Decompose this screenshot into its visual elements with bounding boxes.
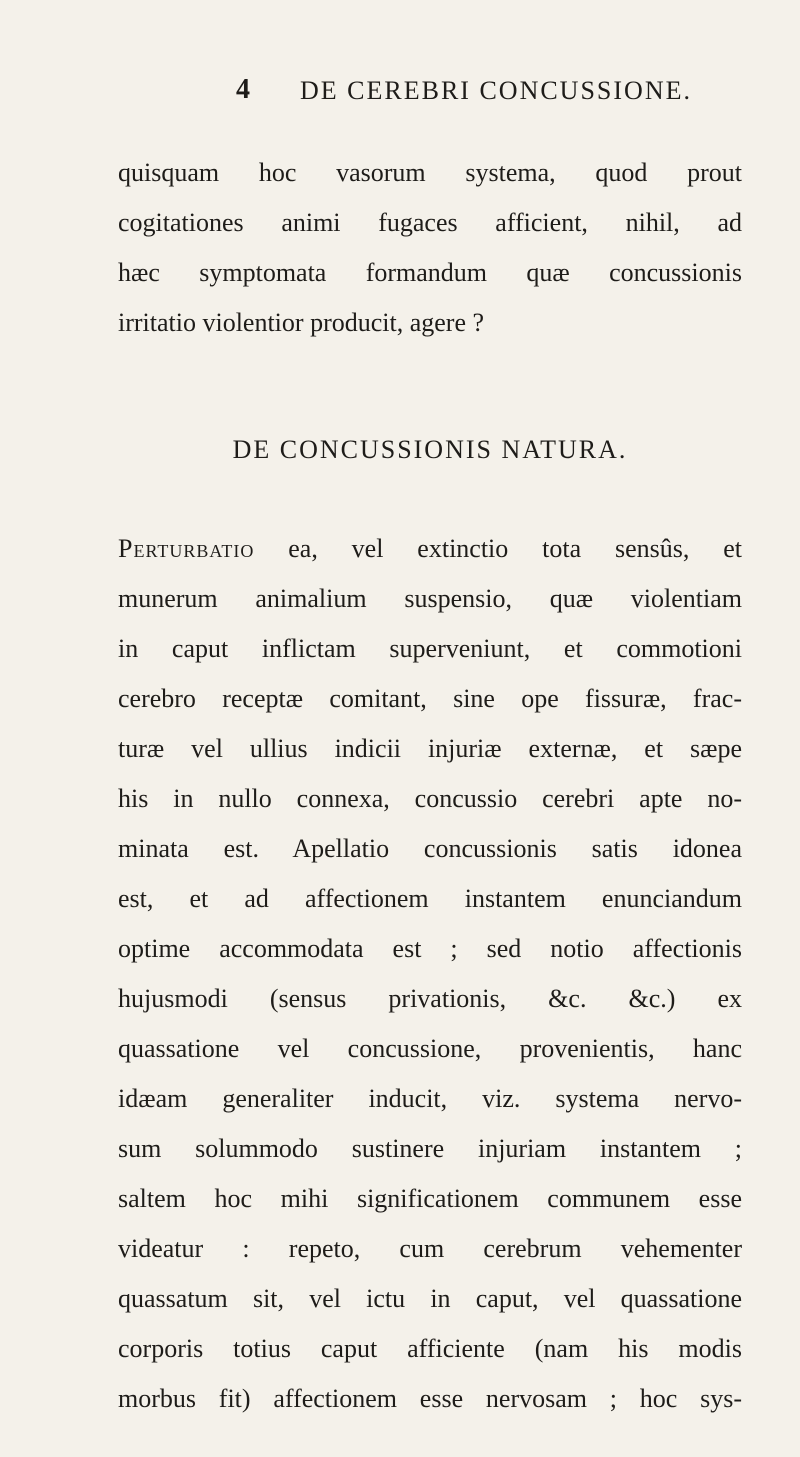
first-line-rest: ea, vel extinctio tota sensûs, et [254,534,742,563]
text-line: morbus fit) affectionem esse nervosam ; hoc sys- [118,1384,742,1413]
text-line: corporis totius caput afficiente (nam his modis [118,1334,742,1363]
first-word: Perturbatio [118,534,255,563]
text-line: quassatione vel concussione, provenientis, hanc [118,1034,742,1063]
running-title: DE CEREBRI CONCUSSIONE. [300,76,692,105]
text-line: videatur : repeto, cum cerebrum vehementer [118,1234,742,1263]
text-line: quisquam hoc vasorum systema, quod prout [118,158,742,187]
paragraph-1 [118,148,742,348]
section-heading: DE CONCUSSIONIS NATURA. [232,435,628,464]
text-line: turæ vel ullius indicii injuriæ externæ, et sæpe [118,734,742,763]
text-line-first [118,524,742,574]
text-line: optime accommodata est ; sed notio affectionis [118,934,742,963]
text-line: irritatio violentior producit, agere ? [118,308,485,337]
text-line: cogitationes animi fugaces afficient, nihil, ad [118,208,742,237]
text-line: munerum animalium suspensio, quæ violentiam [118,584,742,613]
text-line: saltem hoc mihi significationem communem esse [118,1184,742,1213]
text-line: hujusmodi (sensus privationis, &c. &c.) ex [118,984,742,1013]
text-line: sum solummodo sustinere injuriam instantem ; [118,1134,742,1163]
running-head [118,74,738,114]
text-line: quassatum sit, vel ictu in caput, vel quassatione [118,1284,742,1313]
text-line: his in nullo connexa, concussio cerebri apte no- [118,784,742,813]
page-number: 4 [236,74,252,105]
text-line: idæam generaliter inducit, viz. systema nervo- [118,1084,742,1113]
text-line: est, et ad affectionem instantem enunciandum [118,884,742,913]
text-line: minata est. Apellatio concussionis satis idonea [118,834,742,863]
text-line: in caput inflictam superveniunt, et commotioni [118,634,742,663]
text-line: cerebro receptæ comitant, sine ope fissuræ, frac- [118,684,742,713]
paragraph-2 [118,524,742,1424]
text-line: hæc symptomata formandum quæ concussionis [118,258,742,287]
